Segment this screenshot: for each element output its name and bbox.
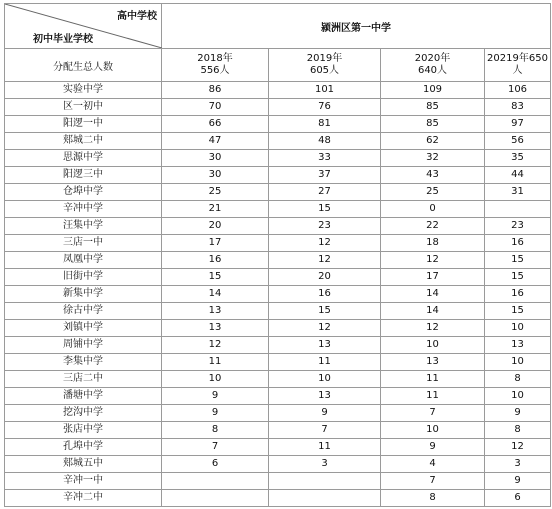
count-cell-2018: 9 (162, 388, 269, 405)
table-row (5, 388, 551, 405)
count-cell-2019: 27 (269, 184, 381, 201)
count-cell-2020: 62 (381, 133, 485, 150)
year-header-2020: 2020年 640人 (381, 49, 485, 82)
count-cell-2020: 12 (381, 320, 485, 337)
allocation-table-container (4, 3, 551, 507)
count-cell-2019: 23 (269, 218, 381, 235)
count-cell-2019: 10 (269, 371, 381, 388)
count-cell-2020: 43 (381, 167, 485, 184)
count-cell-2019: 13 (269, 388, 381, 405)
table-row (5, 422, 551, 439)
count-cell-2018: 9 (162, 405, 269, 422)
school-name-cell: 三店二中 (5, 371, 162, 388)
count-cell-2021: 16 (485, 286, 551, 303)
junior-school-label: 初中毕业学校 (33, 34, 93, 45)
count-cell-2021: 56 (485, 133, 551, 150)
count-cell-2020: 18 (381, 235, 485, 252)
count-cell-2018: 8 (162, 422, 269, 439)
count-cell-2021: 10 (485, 354, 551, 371)
count-cell-2021: 8 (485, 422, 551, 439)
count-cell-2019: 37 (269, 167, 381, 184)
count-cell-2020: 9 (381, 439, 485, 456)
count-cell-2018: 7 (162, 439, 269, 456)
count-cell-2021: 16 (485, 235, 551, 252)
count-cell-2021: 106 (485, 82, 551, 99)
table-row (5, 150, 551, 167)
school-name-cell: 区一初中 (5, 99, 162, 116)
table-row (5, 286, 551, 303)
count-cell-2018: 86 (162, 82, 269, 99)
count-cell-2021: 10 (485, 320, 551, 337)
count-cell-2021: 31 (485, 184, 551, 201)
count-cell-2018: 30 (162, 167, 269, 184)
table-row (5, 320, 551, 337)
school-name-cell: 张店中学 (5, 422, 162, 439)
count-cell-2021 (485, 201, 551, 218)
count-cell-2021: 15 (485, 252, 551, 269)
count-cell-2019: 15 (269, 201, 381, 218)
count-cell-2021: 12 (485, 439, 551, 456)
school-name-cell: 实验中学 (5, 82, 162, 99)
count-cell-2018: 15 (162, 269, 269, 286)
count-cell-2018: 11 (162, 354, 269, 371)
table-row (5, 184, 551, 201)
count-cell-2018: 70 (162, 99, 269, 116)
school-name-cell: 思源中学 (5, 150, 162, 167)
school-name-cell: 挖沟中学 (5, 405, 162, 422)
count-cell-2018: 12 (162, 337, 269, 354)
table-row (5, 99, 551, 116)
school-name-cell: 郏城五中 (5, 456, 162, 473)
count-cell-2018: 6 (162, 456, 269, 473)
count-cell-2019: 12 (269, 252, 381, 269)
count-cell-2020: 10 (381, 337, 485, 354)
count-cell-2021: 9 (485, 405, 551, 422)
count-cell-2021: 9 (485, 473, 551, 490)
count-cell-2019: 15 (269, 303, 381, 320)
school-name-cell: 周铺中学 (5, 337, 162, 354)
count-cell-2020: 11 (381, 388, 485, 405)
count-cell-2018: 25 (162, 184, 269, 201)
count-cell-2020: 14 (381, 286, 485, 303)
count-cell-2018: 16 (162, 252, 269, 269)
count-cell-2021: 15 (485, 269, 551, 286)
table-row (5, 82, 551, 99)
table-row (5, 439, 551, 456)
count-cell-2021: 8 (485, 371, 551, 388)
count-cell-2019: 7 (269, 422, 381, 439)
count-cell-2020: 11 (381, 371, 485, 388)
count-cell-2019: 12 (269, 320, 381, 337)
table-row (5, 133, 551, 150)
table-row (5, 167, 551, 184)
count-cell-2019: 76 (269, 99, 381, 116)
school-name-cell: 汪集中学 (5, 218, 162, 235)
count-cell-2019: 16 (269, 286, 381, 303)
school-name-cell: 潘塘中学 (5, 388, 162, 405)
table-body (5, 82, 551, 507)
school-name-cell: 刘镇中学 (5, 320, 162, 337)
count-cell-2020: 22 (381, 218, 485, 235)
school-name-header: 颍洲区第一中学 (162, 4, 551, 49)
count-cell-2020: 8 (381, 490, 485, 507)
count-cell-2021: 35 (485, 150, 551, 167)
count-cell-2021: 13 (485, 337, 551, 354)
count-cell-2018: 14 (162, 286, 269, 303)
count-cell-2018 (162, 490, 269, 507)
count-cell-2019: 12 (269, 235, 381, 252)
count-cell-2021: 83 (485, 99, 551, 116)
count-cell-2019: 81 (269, 116, 381, 133)
count-cell-2019: 20 (269, 269, 381, 286)
count-cell-2018: 21 (162, 201, 269, 218)
school-name-cell: 阳逻一中 (5, 116, 162, 133)
count-cell-2018 (162, 473, 269, 490)
count-cell-2020: 14 (381, 303, 485, 320)
school-name-cell: 辛冲一中 (5, 473, 162, 490)
count-cell-2020: 4 (381, 456, 485, 473)
count-cell-2018: 20 (162, 218, 269, 235)
count-cell-2020: 17 (381, 269, 485, 286)
count-cell-2020: 85 (381, 99, 485, 116)
count-cell-2019: 3 (269, 456, 381, 473)
count-cell-2021: 23 (485, 218, 551, 235)
table-row (5, 235, 551, 252)
school-name-cell: 辛冲中学 (5, 201, 162, 218)
count-cell-2019: 11 (269, 439, 381, 456)
count-cell-2019: 48 (269, 133, 381, 150)
year-header-2021: 20219年650人 (485, 49, 551, 82)
count-cell-2020: 85 (381, 116, 485, 133)
count-cell-2019: 101 (269, 82, 381, 99)
table-row (5, 252, 551, 269)
allocation-table (4, 3, 551, 507)
school-name-cell: 孔埠中学 (5, 439, 162, 456)
count-cell-2020: 10 (381, 422, 485, 439)
count-cell-2020: 7 (381, 473, 485, 490)
table-row (5, 490, 551, 507)
count-cell-2018: 13 (162, 320, 269, 337)
count-cell-2018: 17 (162, 235, 269, 252)
school-name-cell: 阳逻三中 (5, 167, 162, 184)
count-cell-2021: 97 (485, 116, 551, 133)
school-name-cell: 三店一中 (5, 235, 162, 252)
count-cell-2021: 44 (485, 167, 551, 184)
table-row (5, 405, 551, 422)
school-name-cell: 辛冲二中 (5, 490, 162, 507)
table-row (5, 473, 551, 490)
school-name-cell: 仓埠中学 (5, 184, 162, 201)
allocation-total-label: 分配生总人数 (5, 49, 162, 82)
count-cell-2018: 13 (162, 303, 269, 320)
count-cell-2020: 0 (381, 201, 485, 218)
diagonal-header-cell (5, 4, 162, 49)
table-row (5, 201, 551, 218)
high-school-label: 高中学校 (117, 11, 157, 22)
school-name-cell: 郏城二中 (5, 133, 162, 150)
count-cell-2019 (269, 490, 381, 507)
count-cell-2019: 33 (269, 150, 381, 167)
table-row (5, 303, 551, 320)
count-cell-2018: 10 (162, 371, 269, 388)
year-header-2018: 2018年 556人 (162, 49, 269, 82)
count-cell-2021: 15 (485, 303, 551, 320)
count-cell-2020: 32 (381, 150, 485, 167)
count-cell-2020: 13 (381, 354, 485, 371)
count-cell-2018: 30 (162, 150, 269, 167)
count-cell-2018: 66 (162, 116, 269, 133)
count-cell-2021: 6 (485, 490, 551, 507)
school-name-cell: 新集中学 (5, 286, 162, 303)
count-cell-2019 (269, 473, 381, 490)
count-cell-2021: 10 (485, 388, 551, 405)
count-cell-2020: 109 (381, 82, 485, 99)
table-row (5, 354, 551, 371)
count-cell-2019: 13 (269, 337, 381, 354)
table-row (5, 456, 551, 473)
count-cell-2020: 7 (381, 405, 485, 422)
table-row (5, 116, 551, 133)
school-name-cell: 李集中学 (5, 354, 162, 371)
count-cell-2020: 12 (381, 252, 485, 269)
count-cell-2018: 47 (162, 133, 269, 150)
count-cell-2020: 25 (381, 184, 485, 201)
table-row (5, 269, 551, 286)
school-name-cell: 徐古中学 (5, 303, 162, 320)
table-row (5, 371, 551, 388)
school-name-cell: 旧街中学 (5, 269, 162, 286)
school-name-cell: 凤凰中学 (5, 252, 162, 269)
count-cell-2019: 11 (269, 354, 381, 371)
table-row (5, 218, 551, 235)
table-row (5, 337, 551, 354)
count-cell-2019: 9 (269, 405, 381, 422)
count-cell-2021: 3 (485, 456, 551, 473)
year-header-2019: 2019年 605人 (269, 49, 381, 82)
